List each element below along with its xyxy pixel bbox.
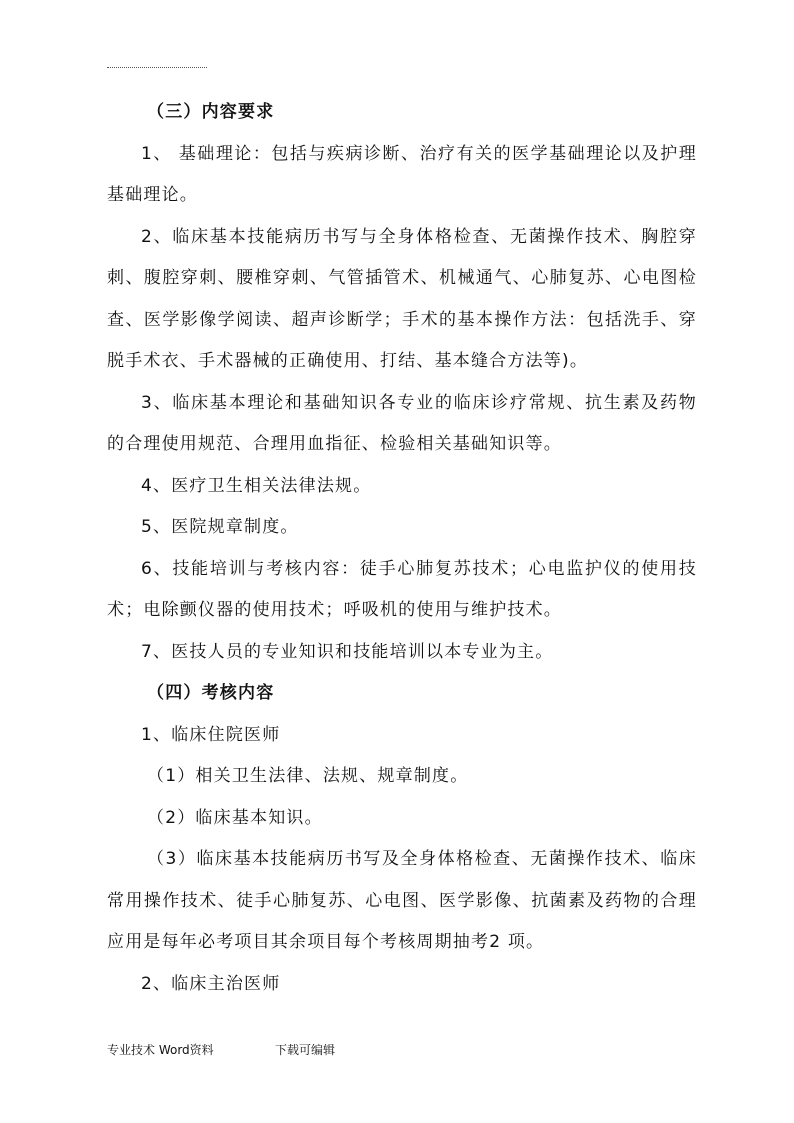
footer-right-text: 下载可编辑 xyxy=(275,1043,336,1057)
section-heading-content-requirements: （三）内容要求 xyxy=(147,102,275,122)
header-rule xyxy=(107,67,207,68)
paragraph-item-3: （3）临床基本技能病历书写及全身体格检查、无菌操作技术、临床常用操作技术、徒手心肺复苏、心电图、医学影像、抗菌素及药物的合理应用是每年必考项目其余项目每个考核周期抽考2 项。 xyxy=(107,849,697,952)
paragraph-clinical-skills: 2、临床基本技能病历书写与全身体格检查、无菌操作技术、胸腔穿刺、腹腔穿刺、腰椎穿刺、气管插管术、机械通气、心肺复苏、心电图检查、医学影像学阅读、超声诊断学；手术的基本操作方法：包括洗手、穿脱手术衣、手术器械的正确使用、打结、基本缝合方法等)。 xyxy=(107,226,697,371)
paragraph-laws: 4、医疗卫生相关法律法规。 xyxy=(141,475,372,496)
paragraph-clinical-knowledge: 3、临床基本理论和基础知识各专业的临床诊疗常规、抗生素及药物的合理使用规范、合理用血指征、检验相关基础知识等。 xyxy=(107,392,697,454)
paragraph-attending-physician: 2、临床主治医师 xyxy=(141,973,281,994)
footer-left-text: 专业技术 Word资料 xyxy=(107,1043,214,1057)
paragraph-skills-training: 6、技能培训与考核内容：徒手心肺复苏技术；心电监护仪的使用技术；电除颤仪器的使用技术；呼吸机的使用与维护技术。 xyxy=(107,558,697,620)
paragraph-item-1: （1）相关卫生法律、法规、规章制度。 xyxy=(147,766,469,786)
paragraph-hospital-rules: 5、医院规章制度。 xyxy=(141,517,299,537)
paragraph-medical-technicians: 7、医技人员的专业知识和技能培训以本专业为主。 xyxy=(141,641,554,662)
section-heading-assessment-content: （四）考核内容 xyxy=(147,683,275,703)
paragraph-basic-theory: 1、 基础理论：包括与疾病诊断、治疗有关的医学基础理论以及护理基础理论。 xyxy=(107,143,697,205)
document-body xyxy=(107,92,697,1005)
paragraph-resident-physician: 1、临床住院医师 xyxy=(141,724,281,745)
paragraph-item-2: （2）临床基本知识。 xyxy=(147,807,323,828)
